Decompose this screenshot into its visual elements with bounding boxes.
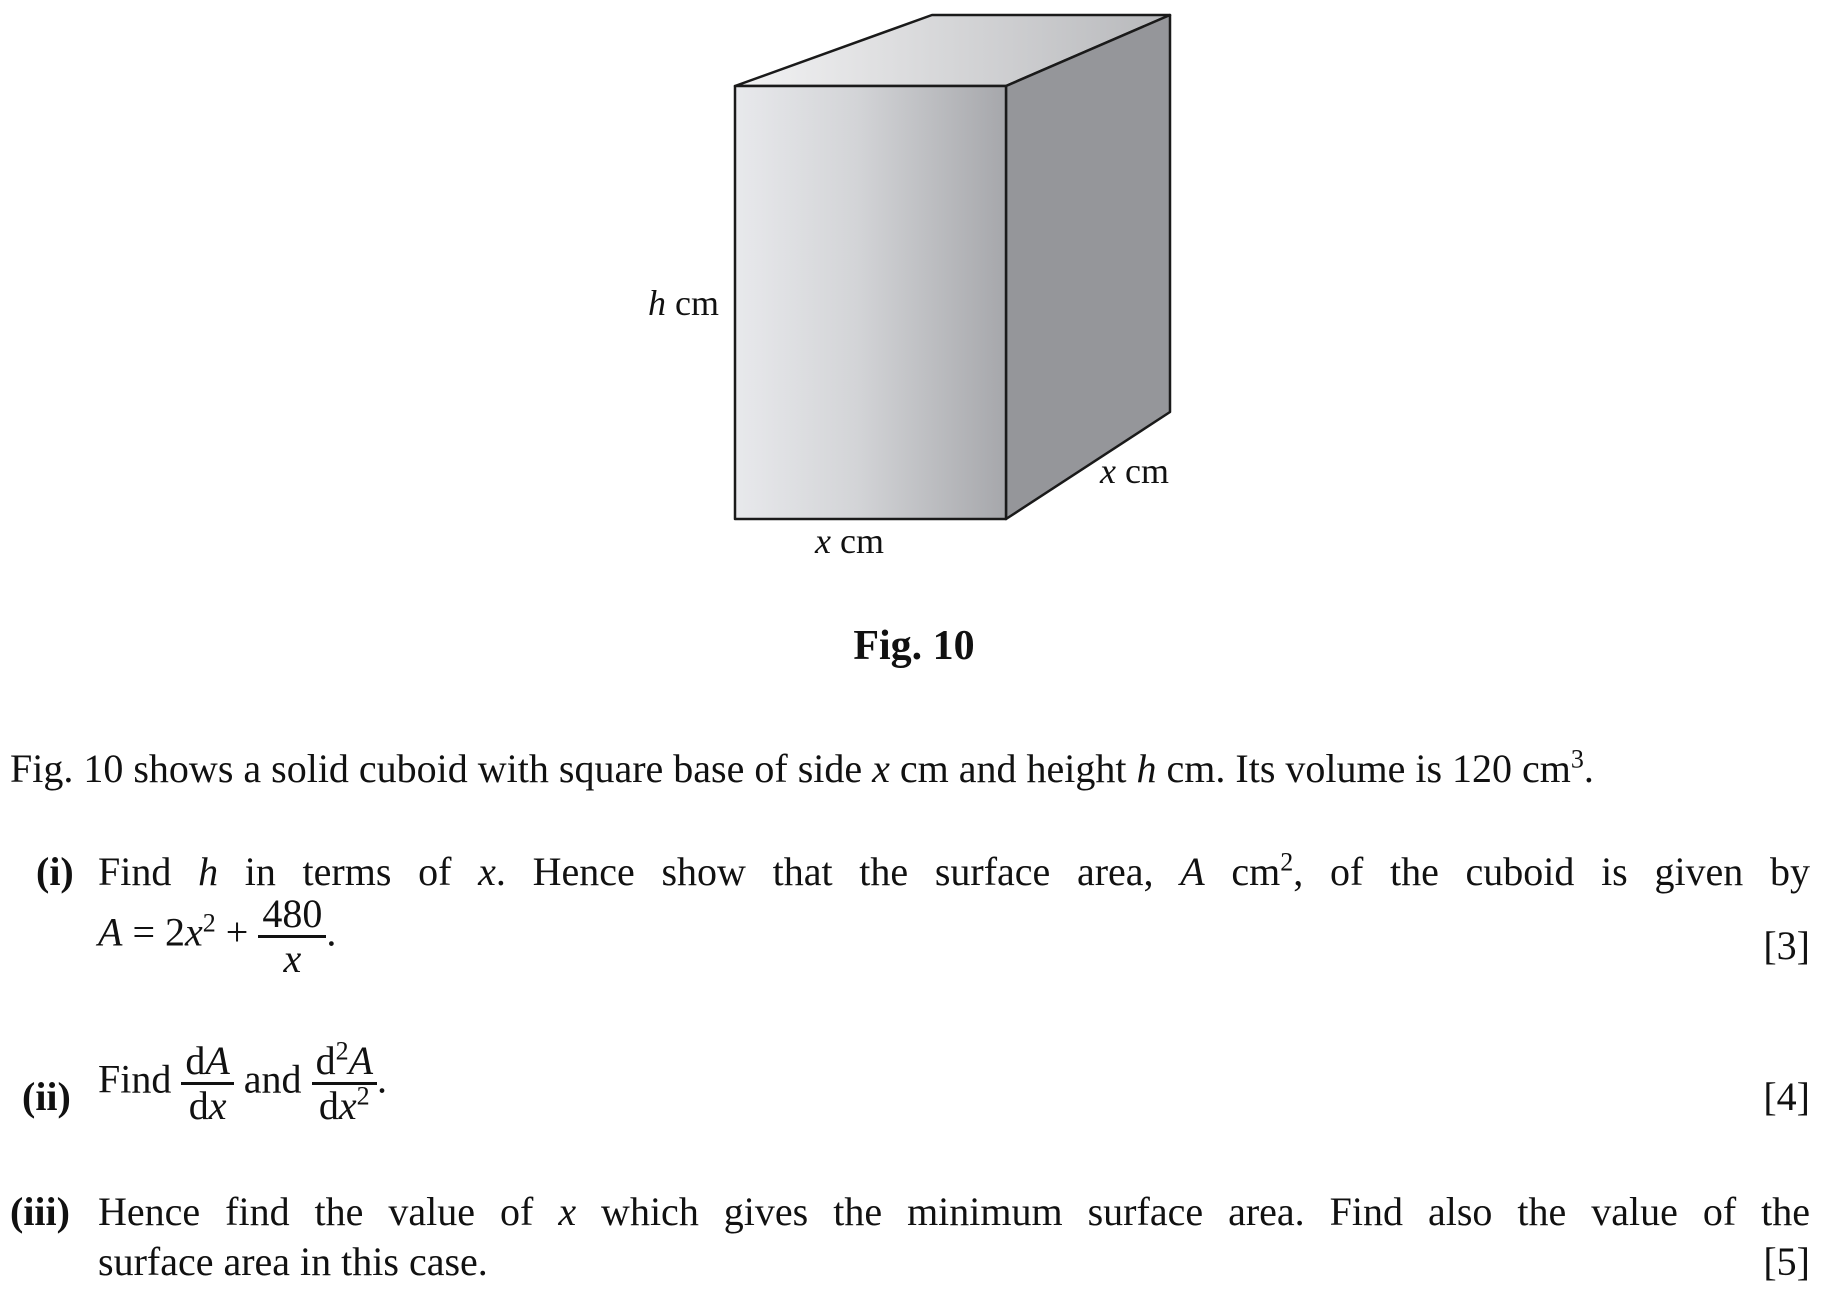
label-height-unit: cm	[675, 283, 719, 323]
f1-den-x: x	[208, 1083, 227, 1128]
intro-text-2: cm and height	[889, 746, 1137, 791]
fraction-d2A-denominator	[312, 1082, 377, 1127]
f1-den-d: d	[188, 1083, 209, 1128]
eq-exponent: 2	[202, 908, 216, 938]
cuboid-side-face	[1006, 15, 1170, 519]
part-i-text-5: , of the cuboid is given by	[1293, 849, 1811, 894]
part-iii-marks: [5]	[1763, 1239, 1810, 1284]
intro-text-4: .	[1583, 746, 1594, 791]
part-i-text-3: . Hence show that the surface area,	[495, 849, 1181, 894]
f2-den-exp: 2	[356, 1081, 370, 1111]
label-base	[815, 520, 884, 562]
part-i-marks: [3]	[1763, 923, 1810, 968]
intro-var-h: h	[1136, 746, 1157, 791]
f1-num-d: d	[185, 1038, 206, 1083]
eq-var-A: A	[98, 909, 123, 955]
f2-num-d: d	[315, 1038, 336, 1083]
part-iii-var-x: x	[558, 1189, 577, 1234]
label-depth	[1100, 450, 1169, 492]
label-base-unit: cm	[839, 521, 884, 561]
part-iii-line2: surface area in this case.	[98, 1239, 488, 1284]
label-base-var: x	[815, 521, 831, 561]
part-ii-find: Find	[98, 1056, 182, 1102]
part-i-var-x: x	[478, 849, 496, 894]
part-ii-and: and	[233, 1056, 312, 1102]
part-i-text-1: Find	[98, 849, 199, 894]
part-iii-text-2: which gives the minimum surface area. Find also the value of the	[576, 1189, 1811, 1234]
intro-text-3: cm. Its volume is 120 cm	[1156, 746, 1571, 791]
label-height	[648, 282, 719, 324]
part-iii-text-1: Hence find the value of	[98, 1189, 559, 1234]
part-i-number: (i)	[36, 849, 74, 894]
fraction-dA-numerator	[181, 1040, 233, 1082]
f2-num-A: A	[348, 1038, 373, 1083]
eq-mid: = 2	[122, 909, 185, 955]
cuboid-figure	[0, 0, 1828, 600]
eq-plus: +	[215, 909, 259, 955]
eq-var-x: x	[185, 909, 203, 955]
intro-exponent: 3	[1570, 744, 1584, 774]
f2-den-d: d	[318, 1083, 339, 1128]
part-i-equation	[98, 893, 336, 980]
fraction-d2A-numerator	[312, 1036, 377, 1083]
eq-end: .	[326, 909, 337, 955]
part-i-var-A: A	[1180, 849, 1205, 894]
fraction-numerator: 480	[262, 891, 323, 936]
part-iii-line1	[98, 1188, 1810, 1235]
f2-num-exp: 2	[335, 1036, 349, 1066]
figure-caption: Fig. 10	[853, 623, 975, 669]
fraction-480-over-x	[258, 893, 326, 980]
fraction-denominator: x	[258, 935, 326, 980]
intro-var-x: x	[872, 746, 890, 791]
intro-text-1: Fig. 10 shows a solid cuboid with square base of side	[10, 746, 873, 791]
part-i-line1	[98, 848, 1810, 895]
part-i-var-h: h	[198, 849, 219, 894]
label-height-var: h	[648, 283, 666, 323]
f2-den-x: x	[338, 1083, 357, 1128]
intro-sentence	[10, 745, 1594, 792]
part-ii-number: (ii)	[22, 1074, 71, 1119]
part-i-text-2: in terms of	[218, 849, 479, 894]
part-ii-marks: [4]	[1763, 1074, 1810, 1119]
fraction-dA-denominator	[181, 1082, 233, 1127]
cuboid-front-face	[735, 86, 1006, 519]
part-ii-line	[98, 1036, 387, 1128]
f1-num-A: A	[205, 1038, 230, 1083]
label-depth-unit: cm	[1124, 451, 1169, 491]
part-i-text-4: cm	[1204, 849, 1281, 894]
label-depth-var: x	[1100, 451, 1116, 491]
part-iii-number: (iii)	[10, 1189, 70, 1234]
fraction-dA-dx	[181, 1040, 233, 1127]
fraction-d2A-dx2	[312, 1036, 377, 1128]
part-i-exponent: 2	[1280, 847, 1294, 877]
part-ii-end: .	[377, 1056, 387, 1102]
